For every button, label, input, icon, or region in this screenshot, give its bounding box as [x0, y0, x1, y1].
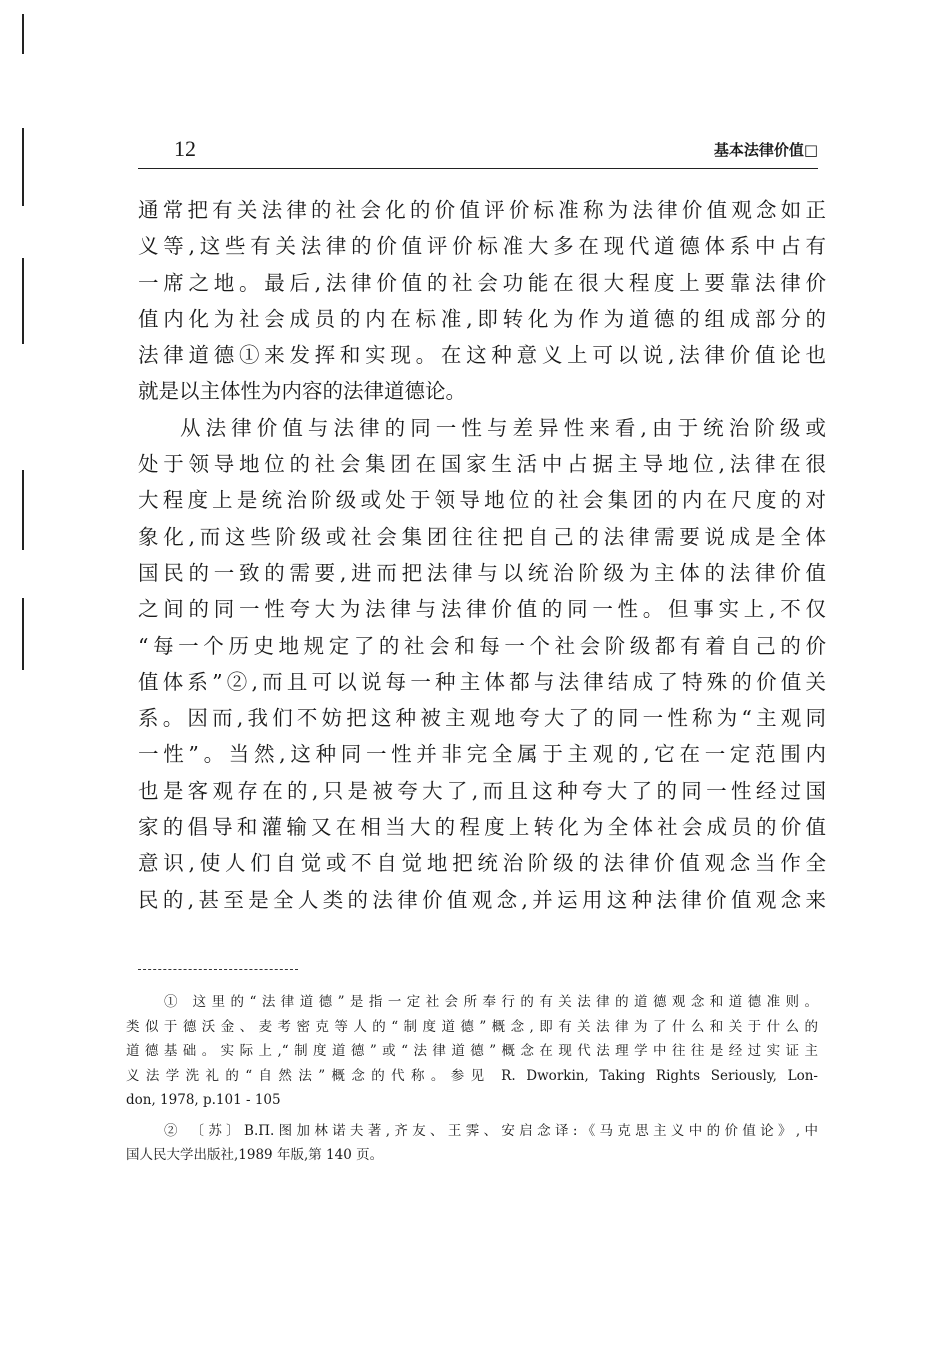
scan-edge-mark: [22, 258, 24, 344]
body-line: 民的,甚至是全人类的法律价值观念,并运用这种法律价值观念来: [138, 887, 826, 912]
body-line: 之间的同一性夸大为法律与法律价值的同一性。但事实上,不仅: [138, 597, 826, 622]
scan-edge-mark: [22, 14, 24, 54]
body-line: 意识,使人们自觉或不自觉地把统治阶级的法律价值观念当作全: [138, 851, 826, 876]
footnote-line: 类似于德沃金、麦考密克等人的“制度道德”概念,即有关法律为了什么和关于什么的: [126, 1018, 818, 1035]
footnotes: [126, 990, 818, 1168]
body-line: 家的倡导和灌输又在相当大的程度上转化为全体社会成员的价值: [138, 815, 826, 840]
footnote-line: 国人民大学出版社,1989 年版,第 140 页。: [126, 1147, 384, 1163]
footnote-line: don, 1978, p.101 - 105: [126, 1092, 281, 1108]
body-line: 大程度上是统治阶级或处于领导地位的社会集团的内在尺度的对: [138, 488, 826, 513]
scan-edge-mark: [22, 470, 24, 550]
body-line: 象化,而这些阶级或社会集团往往把自己的法律需要说成是全体: [138, 524, 826, 549]
body-line: 值体系”②,而且可以说每一种主体都与法律结成了特殊的价值关: [138, 669, 826, 694]
body-line: 法律道德①来发挥和实现。在这种意义上可以说,法律价值论也: [138, 343, 826, 368]
body-line: 一席之地。最后,法律价值的社会功能在很大程度上要靠法律价: [138, 270, 826, 295]
page-number: 12: [174, 136, 196, 161]
footnote-line: 道德基础。实际上,“制度道德”或“法律道德”概念在现代法理学中往往是经过实证主: [126, 1043, 818, 1059]
footnote-line: ② 〔苏〕B.П.图加林诺夫著,齐友、王霁、安启念译:《马克思主义中的价值论》,中: [164, 1122, 818, 1139]
body-line: 从法律价值与法律的同一性与差异性来看,由于统治阶级或: [180, 415, 826, 440]
body-line: 国民的一致的需要,进而把法律与以统治阶级为主体的法律价值: [138, 560, 826, 585]
body-line: 处于领导地位的社会集团在国家生活中占据主导地位,法律在很: [138, 452, 826, 477]
body-line: 义等,这些有关法律的价值评价标准大多在现代道德体系中占有: [138, 234, 826, 259]
body-line: 值内化为社会成员的内在标准,即转化为作为道德的组成部分的: [138, 306, 826, 331]
running-title: 基本法律价值□: [713, 141, 818, 159]
scan-edge-mark: [22, 128, 24, 206]
body-line: 通常把有关法律的社会化的价值评价标准称为法律价值观念如正: [138, 198, 826, 222]
body-line: 也是客观存在的,只是被夸大了,而且这种夸大了的同一性经过国: [138, 778, 826, 803]
body-line: 系。因而,我们不妨把这种被主观地夸大了的同一性称为“主观同: [138, 706, 826, 731]
body-line: “每一个历史地规定了的社会和每一个社会阶级都有着自己的价: [138, 633, 826, 658]
body-line: 一性”。当然,这种同一性并非完全属于主观的,它在一定范围内: [138, 742, 826, 767]
footnote-line: ① 这里的“法律道德”是指一定社会所奉行的有关法律的道德观念和道德准则。: [164, 994, 818, 1010]
scan-edge-mark: [22, 598, 24, 670]
footnote-divider: [138, 969, 298, 970]
body-text: [138, 192, 826, 918]
body-line: 就是以主体性为内容的法律道德论。: [138, 379, 466, 404]
footnote-line: 义法学洗礼的“自然法”概念的代称。参见 R. Dworkin, Taking Rights Seriously, Lon-: [126, 1067, 818, 1084]
page-header: [138, 134, 818, 169]
